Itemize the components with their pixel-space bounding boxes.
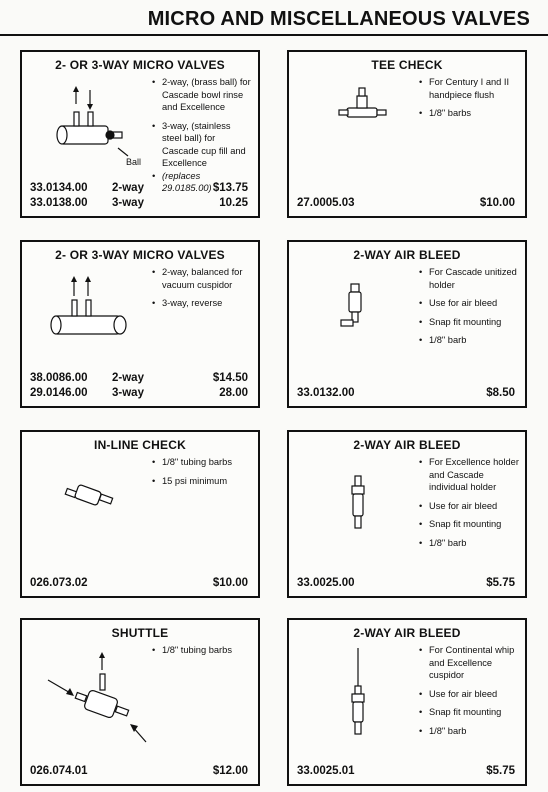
price: $5.75 [486,764,515,777]
page-title: MICRO AND MISCELLANEOUS VALVES [147,8,530,30]
card-inline-check [20,430,260,598]
card-title: TEE CHECK [371,58,443,72]
price: $13.75 [212,181,248,194]
variant: 3-way [112,386,144,399]
price-row [297,385,515,400]
price-rows [297,575,515,590]
feature-list [152,644,252,663]
card-micro-valves-2 [20,240,260,408]
price-rows [30,180,248,210]
price-row [30,370,248,385]
feature-item: • 1/8" barb [419,334,519,347]
feature-list [419,456,519,555]
feature-item: • 1/8" barb [419,725,519,738]
feature-item: • 1/8" barb [419,537,519,550]
price: $5.75 [486,576,515,589]
feature-item: • For Cascade unitized holder [419,266,519,291]
feature-item: • Snap fit mounting [419,518,519,531]
feature-item: • 2-way, (brass ball) for Cascade bowl rinse and Excellence [152,76,252,114]
micro-valve-illustration [40,270,150,360]
price-row [30,195,248,210]
inline-check-illustration [58,470,138,520]
part-number: 33.0134.00 [30,181,88,194]
feature-list [419,266,519,353]
price: $10.00 [479,196,515,209]
price-row [30,180,248,195]
feature-item: • Snap fit mounting [419,706,519,719]
price: $8.50 [486,386,515,399]
price-rows [297,195,515,210]
feature-item: • For Continental whip and Excellence cuspidor [419,644,519,682]
price: $14.50 [212,371,248,384]
feature-item: • 15 psi minimum [152,475,252,488]
part-number: 27.0005.03 [297,196,355,209]
price-row [30,385,248,400]
price-row [297,195,515,210]
feature-item: • 3-way, (stainless steel ball) for Cascade cup fill and Excellence [152,120,252,170]
card-title: 2- OR 3-WAY MICRO VALVES [55,58,225,72]
price-row [297,575,515,590]
tee-check-illustration [329,86,419,146]
air-bleed-illustration [339,472,379,552]
ball-callout-label: Ball [126,157,142,167]
variant: 2-way [112,371,144,384]
variant: 2-way [112,181,144,194]
feature-item: • Use for air bleed [419,297,519,310]
price-rows [30,370,248,400]
part-number: 29.0146.00 [30,386,88,399]
feature-list [152,266,252,316]
part-number: 38.0086.00 [30,371,88,384]
air-bleed-illustration [339,646,379,746]
price-row [30,763,248,778]
feature-item: • 3-way, reverse [152,297,252,310]
card-air-bleed-1 [287,240,527,408]
price-rows [297,763,515,778]
price-rows [30,763,248,778]
price: $10.00 [212,576,248,589]
card-title: SHUTTLE [111,626,169,640]
card-title: 2- OR 3-WAY MICRO VALVES [55,248,225,262]
card-title: IN-LINE CHECK [94,438,186,452]
feature-item: • 1/8" tubing barbs [152,456,252,469]
feature-item: • Use for air bleed [419,500,519,513]
card-title: 2-WAY AIR BLEED [353,248,461,262]
feature-item: • 2-way, balanced for vacuum cuspidor [152,266,252,291]
feature-list [419,644,519,743]
part-number: 026.074.01 [30,764,88,777]
feature-item: • 1/8" tubing barbs [152,644,252,657]
part-number: 33.0132.00 [297,386,355,399]
price: $12.00 [212,764,248,777]
card-tee-check [287,50,527,218]
card-title: 2-WAY AIR BLEED [353,626,461,640]
shuttle-illustration [42,650,152,750]
price: 28.00 [219,386,248,399]
card-title: 2-WAY AIR BLEED [353,438,461,452]
feature-item: • For Excellence holder and Cascade individual holder [419,456,519,494]
feature-item: • Snap fit mounting [419,316,519,329]
part-number: 33.0025.00 [297,576,355,589]
feature-item: • Use for air bleed [419,688,519,701]
replacement-note: • (replaces 29.0185.00) [152,170,252,195]
price-row [297,763,515,778]
card-air-bleed-2 [287,430,527,598]
price-rows [30,575,248,590]
price: 10.25 [219,196,248,209]
part-number: 026.073.02 [30,576,88,589]
card-air-bleed-3 [287,618,527,786]
feature-item: • 1/8" barbs [419,107,519,120]
part-number: 33.0025.01 [297,764,355,777]
air-bleed-illustration [329,274,389,354]
title-rule [0,34,548,36]
card-micro-valves-1 [20,50,260,218]
part-number: 33.0138.00 [30,196,88,209]
variant: 3-way [112,196,144,209]
feature-item: • For Century I and II handpiece flush [419,76,519,101]
feature-list [152,456,252,493]
card-shuttle [20,618,260,786]
price-row [30,575,248,590]
price-rows [297,385,515,400]
feature-list [419,76,519,126]
